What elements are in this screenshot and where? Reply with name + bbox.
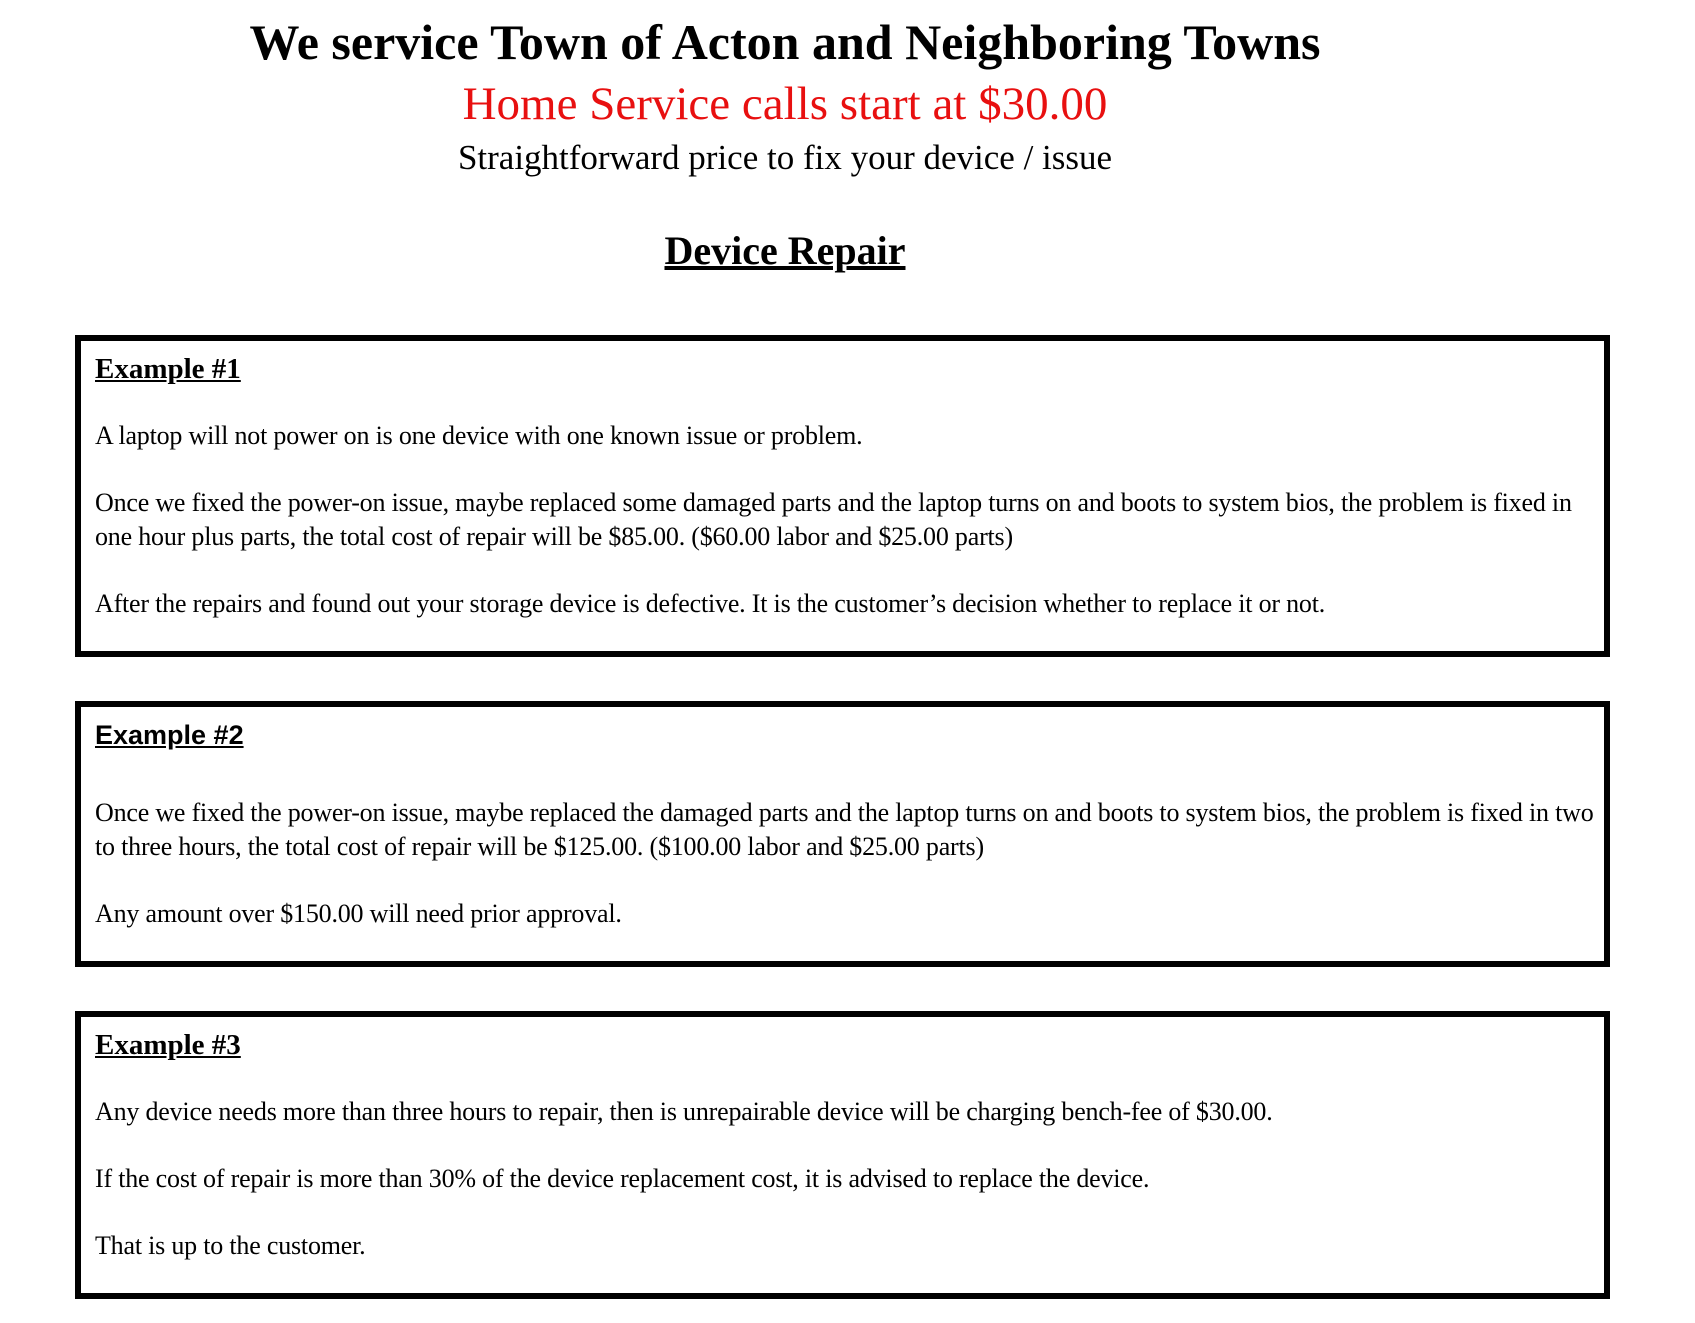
example-1-paragraph-1: A laptop will not power on is one device with one known issue or problem. bbox=[95, 421, 863, 450]
flyer-header bbox=[75, 10, 1495, 285]
home-service-price-line: Home Service calls start at $30.00 bbox=[462, 78, 1108, 130]
example-1-label: Example #1 bbox=[95, 353, 241, 385]
example-3-paragraph-3: That is up to the customer. bbox=[95, 1231, 366, 1260]
example-box-3 bbox=[75, 1011, 1610, 1299]
example-3-paragraph-1: Any device needs more than three hours to repair, then is unrepairable device will be charging bench-fee of $30.00. bbox=[95, 1097, 1273, 1126]
section-title-device-repair: Device Repair bbox=[664, 228, 906, 273]
example-box-1 bbox=[75, 335, 1610, 657]
example-1-paragraph-2: Once we fixed the power-on issue, maybe replaced some damaged parts and the laptop turns on and boots to system bios, the problem is fixed in one hour plus parts, the total cost of repair will be $85.00. ($60.00 labor and $25.00 parts) bbox=[95, 488, 1572, 551]
example-box-2 bbox=[75, 701, 1610, 967]
example-2-label: Example #2 bbox=[95, 720, 244, 750]
example-3-paragraph-2: If the cost of repair is more than 30% of the device replacement cost, it is advised to replace the device. bbox=[95, 1164, 1150, 1193]
page-title: We service Town of Acton and Neighboring Towns bbox=[249, 14, 1321, 70]
example-1-paragraph-3: After the repairs and found out your storage device is defective. It is the customer’s decision whether to replace it or not. bbox=[95, 589, 1326, 618]
example-2-paragraph-2: Any amount over $150.00 will need prior approval. bbox=[95, 899, 622, 928]
section-title-row bbox=[75, 226, 1495, 285]
examples-list bbox=[75, 335, 1610, 1299]
tagline: Straightforward price to fix your device / issue bbox=[457, 138, 1113, 177]
example-3-label: Example #3 bbox=[95, 1029, 241, 1061]
example-2-paragraph-1: Once we fixed the power-on issue, maybe replaced the damaged parts and the laptop turns on and boots to system bios, the problem is fixed in two to three hours, the total cost of repair will be $125.00. ($100.00 labor and $25.00 parts) bbox=[95, 798, 1594, 861]
